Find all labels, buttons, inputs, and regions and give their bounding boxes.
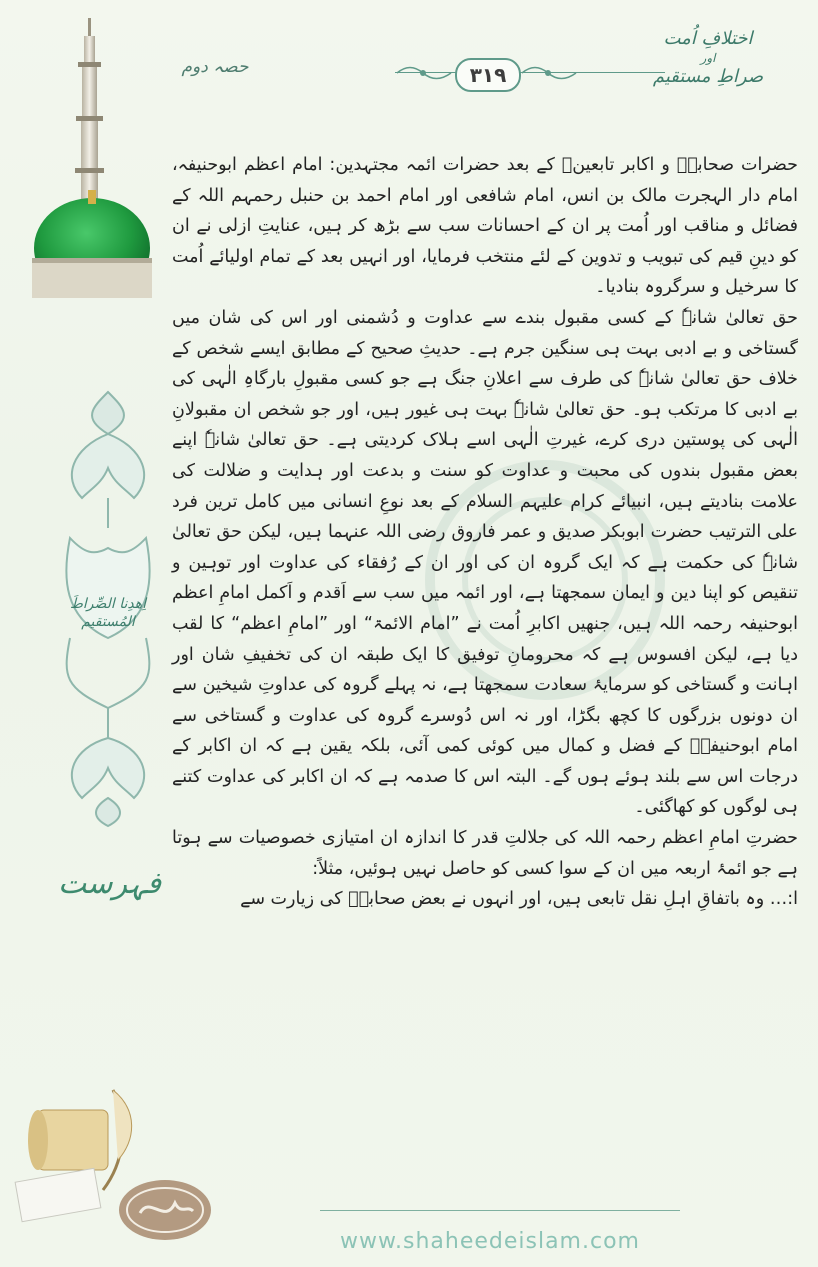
section-label: حصہ دوم [181,57,249,77]
paragraph-4: ا:… وہ باتفاقِ اہلِ نقل تابعی ہیں، اور انہوں نے بعض صحابہؓ کی زیارت سے [240,889,798,910]
paragraph-1: حضرات صحابہؓ و اکابر تابعینؒ کے بعد حضرات ائمہ مجتہدین: امام اعظم ابوحنیفہ، امام دار الہجرت مالک بن انس، امام شافعی اور امام احمد بن حنبل رحمہم اللہ کے فضائل و مناقب اور اُمت پر ان کے احسانات سب سے بڑھ کر ہیں، عنایتِ ازلی نے ان کو دینِ قیم کی تبویب و تدوین کے لئے منتخب فرمایا، اور انہیں بعد کے تمام اولیائے اُمت کا سرخیل و سرگروہ بنادیا۔ [172,155,798,298]
index-link[interactable]: فہرست [58,866,162,901]
book-title-connector: اور [700,50,716,65]
minaret-dome-image [30,18,155,298]
paragraph-3: حضرتِ امامِ اعظم رحمہ اللہ کی جلالتِ قدر کا اندازہ ان امتیازی خصوصیات سے ہوتا ہے جو ائمۂ اربعہ میں ان کے سوا کسی کو حاصل نہیں ہوئیں، مثلاً: [172,828,798,879]
stamp-logo [115,1175,215,1245]
website-link[interactable]: www.shaheedeislam.com [340,1229,640,1254]
book-title-line2: صراطِ مستقیم [652,65,764,87]
footer-rule [320,1210,680,1211]
book-title-line1: اختلافِ اُمت [663,28,753,49]
header-left-flourish [395,60,453,86]
ornament-calligraphy: اِھدِنا الصِّراطَ المُستقیم [69,596,147,630]
header-right-flourish [520,60,578,86]
paragraph-2: حق تعالیٰ شانہٗ کے کسی مقبول بندے سے عداوت و دُشمنی اور اس کی شان میں گستاخی و بے ادبی بہت ہی سنگین جرم ہے۔ حدیثِ صحیح کے مطابق ایسے شخص کے خلاف حق تعالیٰ شانہٗ کی طرف سے اعلانِ جنگ ہے جو کسی مقبولِ بارگاہِ الٰہی کی بے ادبی کا مرتکب ہو۔ حق تعالیٰ شانہٗ بہت ہی غیور ہیں، اور جو شخص ان مقبولانِ الٰہی کی پوستین دری کرے، غیرتِ الٰہی اسے ہلاک کردیتی ہے۔ حق تعالیٰ شانہٗ اپنے بعض مقبول بندوں کی محبت و عداوت کو سنت و بدعت اور ہدایت و ضلالت کی علامت بنادیتے ہیں، انبیائے کرام علیہم السلام کے بعد نوعِ انسانی میں کامل ترین فرد علی الترتیب حضرت ابوبکر صدیق و عمر فاروق رضی اللہ عنہما ہیں، لیکن حق تعالیٰ شانہٗ کی حکمت ہے کہ ایک گروہ ان کی اور ان کے رُفقاء کی عداوت اور توہین و تنقیص کو اپنا دین و ایمان سمجھتا ہے، اور ائمہ میں سب سے اَقدم و اَکمل امامِ اعظم ابوحنیفہ رحمہ اللہ ہیں، جنھیں اکابرِ اُمت نے ”امام الائمۃ“ اور ”امامِ اعظم“ کا لقب دیا ہے، لیکن افسوس ہے کہ محرومانِ توفیق کا ایک طبقہ ان کی تخفیفِ شان اور اہانت و گستاخی کو سرمایۂ سعادت سمجھتا ہے، نہ پہلے گروہ کی عداوتِ شیخین سے ان دونوں بزرگوں کا کچھ بگڑا، اور نہ اس دُوسرے گروہ کی عداوت و گستاخی سے امام ابوحنیفہؒ کے فضل و کمال میں کوئی کمی آئی، بلکہ یقین ہے کہ ان اکابر کے درجات اس سے بلند ہوئے ہوں گے۔ البتہ اس کا صدمہ ہے کہ ان اکابر کی عداوت کتنے ہی لوگوں کو کھاگئی۔ [172,307,798,818]
page-number: ٣١٩ [455,58,521,92]
book-title [648,28,768,88]
main-text [172,150,798,915]
